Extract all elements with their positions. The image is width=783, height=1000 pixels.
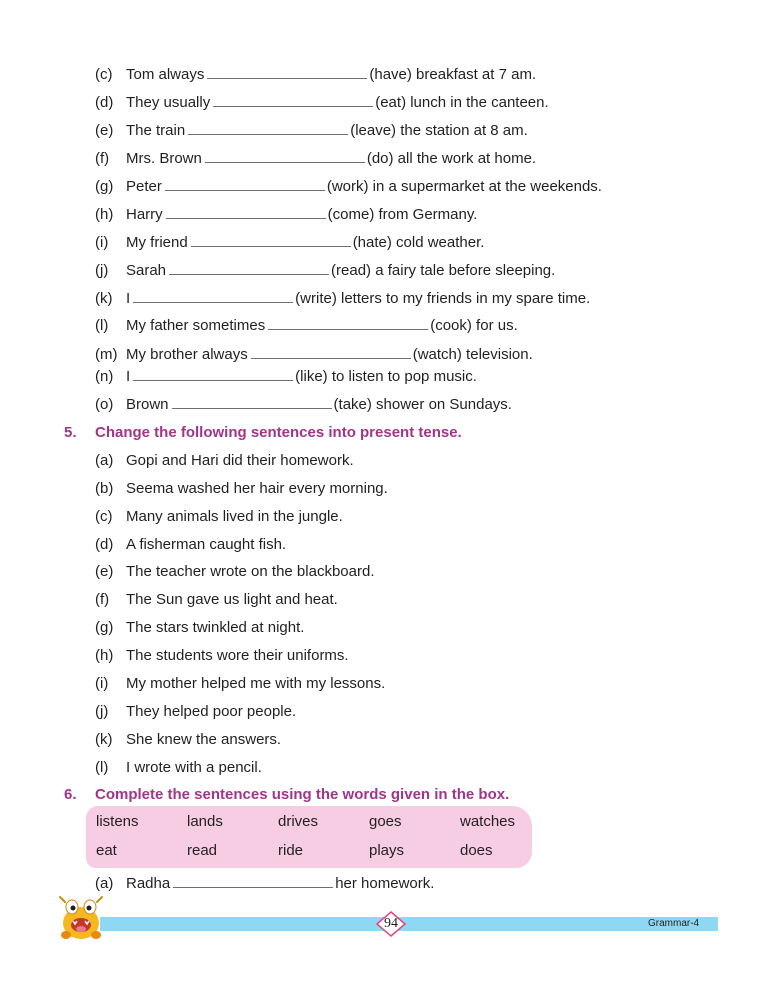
- item-text-after: (write) letters to my friends in my spare time.: [295, 290, 591, 307]
- item-text-before: Harry: [126, 206, 163, 223]
- word-option: watches: [460, 813, 516, 830]
- word-option: listens: [96, 813, 139, 830]
- sentence-text: They helped poor people.: [126, 703, 297, 720]
- item-text-before: Brown: [126, 396, 169, 413]
- sentence-item: [95, 702, 296, 722]
- item-label: (e): [95, 122, 114, 139]
- item-text-before: The train: [126, 122, 186, 139]
- item-text-before: I: [126, 368, 131, 385]
- sentence-item: [95, 479, 388, 499]
- fill-blank-item: [95, 121, 528, 141]
- item-label: (g): [95, 178, 114, 195]
- fill-blank-item: [95, 65, 536, 85]
- book-title: Grammar-4: [648, 918, 700, 929]
- item-text-after: (have) breakfast at 7 am.: [369, 66, 537, 83]
- item-text-after: (eat) lunch in the canteen.: [375, 94, 549, 111]
- sentence-text: Seema washed her hair every morning.: [126, 480, 388, 497]
- word-option: read: [187, 842, 218, 859]
- question-text: Change the following sentences into present tense.: [95, 424, 462, 441]
- sentence-text: My mother helped me with my lessons.: [126, 675, 386, 692]
- item-label: (c): [95, 66, 113, 83]
- fill-blank-item: [95, 316, 518, 336]
- monster-mascot-icon: [56, 895, 106, 943]
- item-label: (n): [95, 368, 114, 385]
- answer-blank[interactable]: [268, 316, 428, 330]
- sentence-text: The Sun gave us light and heat.: [126, 591, 338, 608]
- sentence-item: [95, 730, 281, 750]
- answer-blank[interactable]: [173, 874, 333, 888]
- item-label: (g): [95, 619, 114, 636]
- item-label: (i): [95, 234, 109, 251]
- item-label: (o): [95, 396, 114, 413]
- item-text-after: (watch) television.: [412, 346, 533, 363]
- item-text-after: (hate) cold weather.: [352, 234, 485, 251]
- answer-blank[interactable]: [133, 367, 293, 381]
- item-label: (c): [95, 508, 113, 525]
- fill-blank-item: [95, 149, 536, 169]
- item-text-before: My friend: [126, 234, 188, 251]
- fill-blank-item: [95, 93, 549, 113]
- item-text-after: (like) to listen to pop music.: [295, 368, 477, 385]
- item-text-after: her homework.: [335, 875, 435, 892]
- sentence-item: [95, 674, 385, 694]
- item-text-before: They usually: [126, 94, 211, 111]
- item-text-before: Sarah: [126, 262, 167, 279]
- question-number: 5.: [64, 424, 77, 441]
- item-text-after: (come) from Germany.: [327, 206, 478, 223]
- sentence-item: [95, 590, 338, 610]
- item-label: (j): [95, 703, 109, 720]
- sentence-text: Many animals lived in the jungle.: [126, 508, 343, 525]
- word-option: ride: [278, 842, 304, 859]
- answer-blank[interactable]: [251, 345, 411, 359]
- sentence-item: [95, 535, 286, 555]
- item-label: (f): [95, 150, 110, 167]
- item-text-before: My father sometimes: [126, 317, 266, 334]
- item-label: (i): [95, 675, 109, 692]
- answer-blank[interactable]: [191, 233, 351, 247]
- item-text-before: I: [126, 290, 131, 307]
- item-text-after: (work) in a supermarket at the weekends.: [326, 178, 602, 195]
- answer-blank[interactable]: [172, 395, 332, 409]
- fill-blank-item: [95, 345, 533, 365]
- item-label: (l): [95, 759, 109, 776]
- answer-blank[interactable]: [188, 121, 348, 135]
- sentence-item: [95, 507, 343, 527]
- fill-blank-item: [95, 367, 477, 387]
- sentence-item: [95, 451, 354, 471]
- item-label: (d): [95, 536, 114, 553]
- word-option: drives: [278, 813, 319, 830]
- item-text-after: (take) shower on Sundays.: [333, 396, 512, 413]
- item-label: (k): [95, 731, 113, 748]
- sentence-item: [95, 618, 304, 638]
- sentence-item: [95, 562, 374, 582]
- answer-blank[interactable]: [169, 261, 329, 275]
- answer-blank[interactable]: [207, 65, 367, 79]
- answer-blank[interactable]: [205, 149, 365, 163]
- item-label: (h): [95, 647, 114, 664]
- sentence-text: The stars twinkled at night.: [126, 619, 305, 636]
- sentence-text: Gopi and Hari did their homework.: [126, 452, 354, 469]
- word-option: does: [460, 842, 493, 859]
- item-label: (k): [95, 290, 113, 307]
- item-label: (f): [95, 591, 110, 608]
- fill-blank-item: [95, 177, 602, 197]
- word-box: [86, 806, 532, 868]
- word-option: goes: [369, 813, 402, 830]
- item-text-before: Tom always: [126, 66, 205, 83]
- sentence-text: A fisherman caught fish.: [126, 536, 287, 553]
- item-label: (h): [95, 206, 114, 223]
- sentence-text: The students wore their uniforms.: [126, 647, 349, 664]
- item-label: (b): [95, 480, 114, 497]
- word-option: plays: [369, 842, 405, 859]
- item-label: (e): [95, 563, 114, 580]
- item-label: (j): [95, 262, 109, 279]
- sentence-item: [95, 758, 262, 778]
- item-text-after: (leave) the station at 8 am.: [350, 122, 528, 139]
- word-option: lands: [187, 813, 223, 830]
- item-text-before: Radha: [126, 875, 171, 892]
- word-option: eat: [96, 842, 117, 859]
- item-text-after: (read) a fairy tale before sleeping.: [331, 262, 556, 279]
- item-text-after: (do) all the work at home.: [366, 150, 537, 167]
- sentence-item: [95, 646, 349, 666]
- item-text-before: Peter: [126, 178, 162, 195]
- sentence-text: She knew the answers.: [126, 731, 282, 748]
- fill-blank-item: [95, 395, 512, 415]
- fill-blank-item: [95, 261, 555, 281]
- sentence-text: I wrote with a pencil.: [126, 759, 262, 776]
- fill-blank-item: [95, 874, 434, 894]
- fill-blank-item: [95, 205, 477, 225]
- item-label: (l): [95, 317, 109, 334]
- sentence-text: The teacher wrote on the blackboard.: [126, 563, 375, 580]
- item-label: (a): [95, 452, 114, 469]
- item-label: (d): [95, 94, 114, 111]
- question-5-heading: [64, 423, 462, 443]
- item-text-after: (cook) for us.: [430, 317, 518, 334]
- item-label: (a): [95, 875, 114, 892]
- footer-bar: [100, 917, 718, 931]
- page-number: 94: [384, 916, 398, 931]
- answer-blank[interactable]: [166, 205, 326, 219]
- fill-blank-item: [95, 233, 484, 253]
- item-text-before: My brother always: [126, 346, 248, 363]
- fill-blank-item: [95, 289, 590, 309]
- question-number: 6.: [64, 786, 77, 803]
- answer-blank[interactable]: [213, 93, 373, 107]
- question-6-heading: [64, 785, 509, 805]
- item-text-before: Mrs. Brown: [126, 150, 202, 167]
- question-text: Complete the sentences using the words given in the box.: [95, 786, 510, 803]
- answer-blank[interactable]: [165, 177, 325, 191]
- answer-blank[interactable]: [133, 289, 293, 303]
- item-label: (m): [95, 346, 118, 363]
